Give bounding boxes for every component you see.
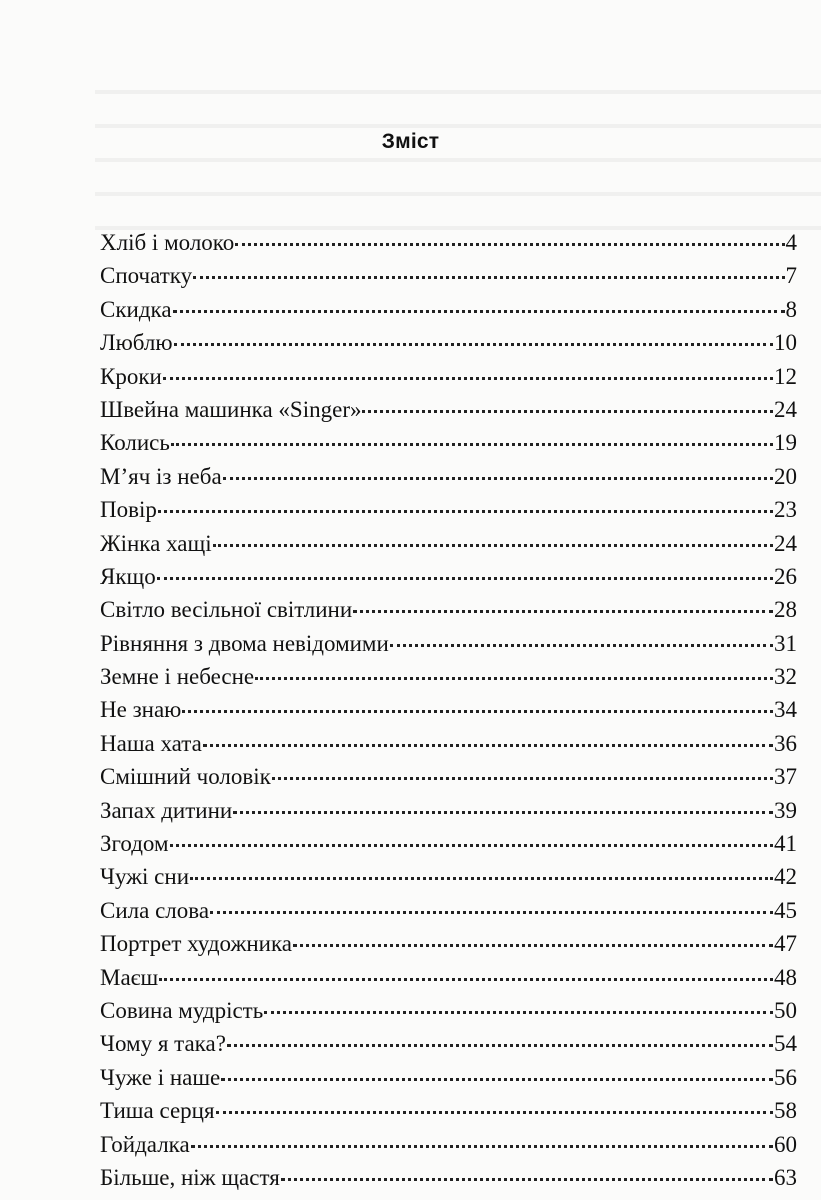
toc-entry bbox=[100, 693, 797, 726]
entry-page-number: 37 bbox=[774, 764, 797, 790]
entry-title: Якщо bbox=[100, 563, 156, 589]
entry-page-number: 7 bbox=[785, 263, 797, 289]
entry-title: Запах дитини bbox=[100, 797, 233, 823]
dot-leader bbox=[255, 673, 773, 680]
toc-entry bbox=[100, 460, 797, 493]
dot-leader bbox=[191, 1141, 773, 1148]
toc-entry bbox=[100, 560, 797, 593]
entry-page-number: 50 bbox=[774, 997, 797, 1023]
dot-leader bbox=[190, 873, 773, 880]
entry-title: Наша хата bbox=[100, 730, 202, 756]
toc-entry bbox=[100, 527, 797, 560]
dot-leader bbox=[163, 373, 773, 380]
toc-entry bbox=[100, 994, 797, 1027]
toc-entry bbox=[100, 627, 797, 660]
toc-entry bbox=[100, 493, 797, 526]
dot-leader bbox=[390, 640, 773, 647]
entry-title: Кроки bbox=[100, 363, 162, 389]
entry-page-number: 58 bbox=[774, 1098, 797, 1124]
entry-page-number: 54 bbox=[774, 1031, 797, 1057]
dot-leader bbox=[353, 606, 773, 613]
entry-title: Чужі сни bbox=[100, 864, 190, 890]
entry-title: Повір bbox=[100, 497, 157, 523]
entry-page-number: 32 bbox=[774, 664, 797, 690]
entry-title: Скидка bbox=[100, 296, 172, 322]
dot-leader bbox=[281, 1174, 773, 1181]
entry-page-number: 34 bbox=[774, 697, 797, 723]
dot-leader bbox=[193, 272, 784, 279]
toc-entry bbox=[100, 426, 797, 459]
entry-title: Смішний чоловік bbox=[100, 764, 271, 790]
toc-entry bbox=[100, 660, 797, 693]
entry-page-number: 19 bbox=[774, 430, 797, 456]
toc-entry bbox=[100, 727, 797, 760]
entry-title: Рівняння з двома невідомими bbox=[100, 630, 389, 656]
entry-page-number: 10 bbox=[774, 330, 797, 356]
entry-title: Спочатку bbox=[100, 263, 193, 289]
entry-title: Чуже і наше bbox=[100, 1064, 221, 1090]
toc-entry bbox=[100, 1161, 797, 1194]
dot-leader bbox=[170, 840, 773, 847]
entry-page-number: 42 bbox=[774, 864, 797, 890]
page-title: Зміст bbox=[381, 130, 440, 153]
toc-entry bbox=[100, 894, 797, 927]
entry-title: Світло весільної світлини bbox=[100, 597, 353, 623]
dot-leader bbox=[173, 306, 785, 313]
entry-page-number: 23 bbox=[774, 497, 797, 523]
dot-leader bbox=[272, 773, 773, 780]
entry-page-number: 24 bbox=[774, 396, 797, 422]
entry-page-number: 41 bbox=[774, 831, 797, 857]
toc-entry bbox=[100, 961, 797, 994]
dot-leader bbox=[203, 740, 773, 747]
entry-title: Хліб і молоко bbox=[100, 230, 235, 255]
dot-leader bbox=[227, 1040, 773, 1047]
entry-page-number: 12 bbox=[774, 363, 797, 389]
entry-title: Швейна машинка «Singer» bbox=[100, 396, 362, 422]
dot-leader bbox=[171, 439, 773, 446]
entry-title: М’яч із неба bbox=[100, 463, 222, 489]
entry-page-number: 28 bbox=[774, 597, 797, 623]
entry-title: Совина мудрість bbox=[100, 997, 264, 1023]
entry-title: Гойдалка bbox=[100, 1131, 190, 1157]
entry-page-number: 8 bbox=[785, 296, 797, 322]
toc-entry bbox=[100, 927, 797, 960]
dot-leader bbox=[293, 940, 773, 947]
entry-title: Земне і небесне bbox=[100, 664, 255, 690]
entry-page-number: 20 bbox=[774, 463, 797, 489]
entry-page-number: 63 bbox=[774, 1164, 797, 1190]
entry-page-number: 47 bbox=[774, 931, 797, 957]
entry-title: Більше, ніж щастя bbox=[100, 1164, 280, 1190]
dot-leader bbox=[158, 506, 773, 513]
dot-leader bbox=[182, 706, 773, 713]
toc-entry bbox=[100, 593, 797, 626]
entry-title: Жінка хащі bbox=[100, 530, 212, 556]
entry-page-number: 36 bbox=[774, 730, 797, 756]
entry-page-number: 45 bbox=[774, 897, 797, 923]
toc-entry bbox=[100, 1027, 797, 1060]
entry-page-number: 60 bbox=[774, 1131, 797, 1157]
toc-entry bbox=[100, 259, 797, 292]
toc-entry bbox=[100, 360, 797, 393]
dot-leader bbox=[174, 339, 773, 346]
dot-leader bbox=[235, 239, 784, 246]
dot-leader bbox=[159, 974, 773, 981]
entry-page-number: 56 bbox=[774, 1064, 797, 1090]
entry-page-number: 24 bbox=[774, 530, 797, 556]
entry-page-number: 26 bbox=[774, 563, 797, 589]
entry-page-number: 48 bbox=[774, 964, 797, 990]
dot-leader bbox=[216, 1107, 773, 1114]
entry-page-number: 39 bbox=[774, 797, 797, 823]
toc-entry bbox=[100, 1061, 797, 1094]
table-of-contents bbox=[100, 226, 797, 1194]
toc-entry bbox=[100, 293, 797, 326]
entry-title: Люблю bbox=[100, 330, 173, 356]
entry-title: Згодом bbox=[100, 831, 169, 857]
entry-title: Маєш bbox=[100, 964, 159, 990]
entry-page-number: 31 bbox=[774, 630, 797, 656]
entry-title: Портрет художника bbox=[100, 931, 292, 957]
entry-page-number: 4 bbox=[785, 230, 797, 255]
entry-title: Колись bbox=[100, 430, 170, 456]
entry-title: Не знаю bbox=[100, 697, 182, 723]
entry-title: Чому я така? bbox=[100, 1031, 226, 1057]
toc-entry bbox=[100, 393, 797, 426]
dot-leader bbox=[264, 1007, 773, 1014]
toc-entry bbox=[100, 326, 797, 359]
toc-entry bbox=[100, 226, 797, 259]
dot-leader bbox=[213, 540, 773, 547]
entry-title: Тиша серця bbox=[100, 1098, 215, 1124]
toc-entry bbox=[100, 1094, 797, 1127]
dot-leader bbox=[221, 1074, 773, 1081]
dot-leader bbox=[233, 807, 773, 814]
entry-title: Сила слова bbox=[100, 897, 210, 923]
dot-leader bbox=[362, 406, 773, 413]
toc-entry bbox=[100, 827, 797, 860]
dot-leader bbox=[157, 573, 773, 580]
dot-leader bbox=[223, 473, 773, 480]
toc-entry bbox=[100, 1128, 797, 1161]
dot-leader bbox=[210, 907, 773, 914]
toc-entry bbox=[100, 794, 797, 827]
toc-entry bbox=[100, 760, 797, 793]
toc-entry bbox=[100, 860, 797, 893]
